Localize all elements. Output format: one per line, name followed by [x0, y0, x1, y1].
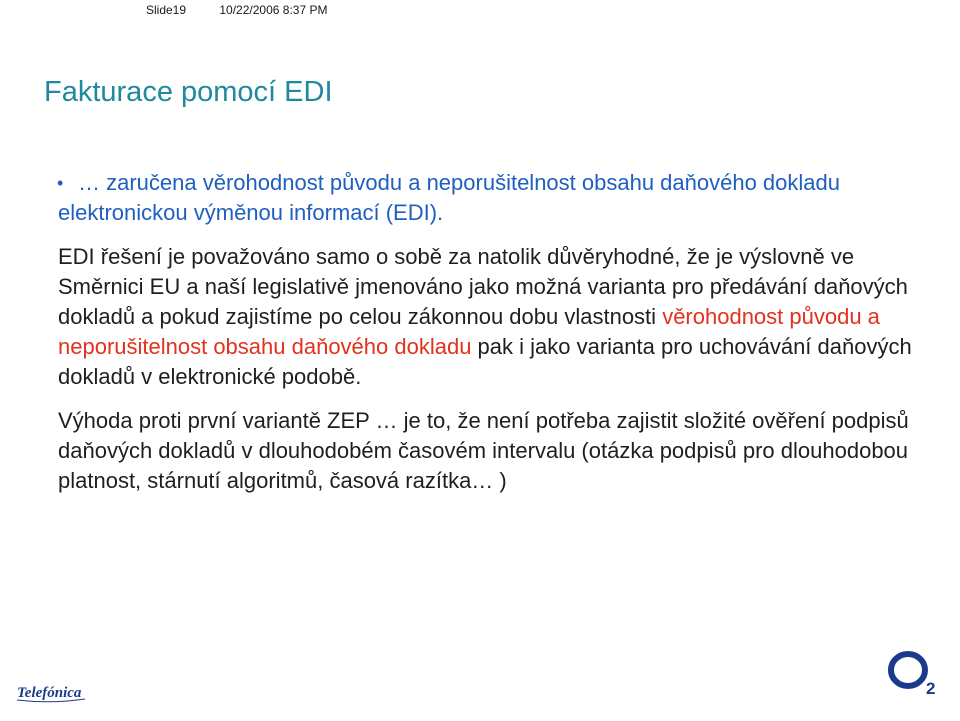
telefonica-logo	[14, 677, 88, 705]
slide-content	[58, 168, 938, 510]
slide-timestamp: 10/22/2006 8:37 PM	[219, 3, 328, 17]
o2-logo-graphic	[886, 640, 946, 700]
telefonica-logo-graphic	[14, 677, 88, 705]
svg-text:Telefónica: Telefónica	[17, 685, 82, 701]
paragraph-edi	[58, 242, 938, 392]
bullet-dot-icon: •	[57, 173, 64, 193]
svg-text:2: 2	[926, 679, 936, 698]
bullet-item	[58, 168, 938, 228]
slide-title: Fakturace pomocí EDI	[44, 76, 333, 108]
slide-label: Slide19	[146, 3, 187, 17]
paragraph-edi-highlight: věrohodnost původu a neporušitelnost obsahu daňového dokladu	[58, 304, 880, 359]
paragraph-edi-part1: EDI řešení je považováno samo o sobě za natolik důvěryhodné, že je výslovně ve Směrnici EU a naší legislativě jmenováno jako možná varianta pro předávání daňových dokladů a pokud zajistíme po celou zákonnou dobu vlastnosti	[58, 244, 908, 329]
bullet-text: … zaručena věrohodnost původu a neporušitelnost obsahu daňového dokladu elektronickou výměnou informací (EDI).	[58, 170, 840, 225]
slide-header	[146, 3, 357, 17]
paragraph-advantage: Výhoda proti první variantě ZEP … je to, že není potřeba zajistit složité ověření podpisů daňových dokladů v dlouhodobém časovém intervalu (otázka podpisů pro dlouhodobou platnost, stárnutí algoritmů, časová razítka… )	[58, 408, 909, 493]
o2-logo	[886, 640, 946, 700]
paragraph-edi-part2: pak i jako varianta pro uchovávání daňových dokladů v elektronické podobě.	[58, 334, 912, 389]
